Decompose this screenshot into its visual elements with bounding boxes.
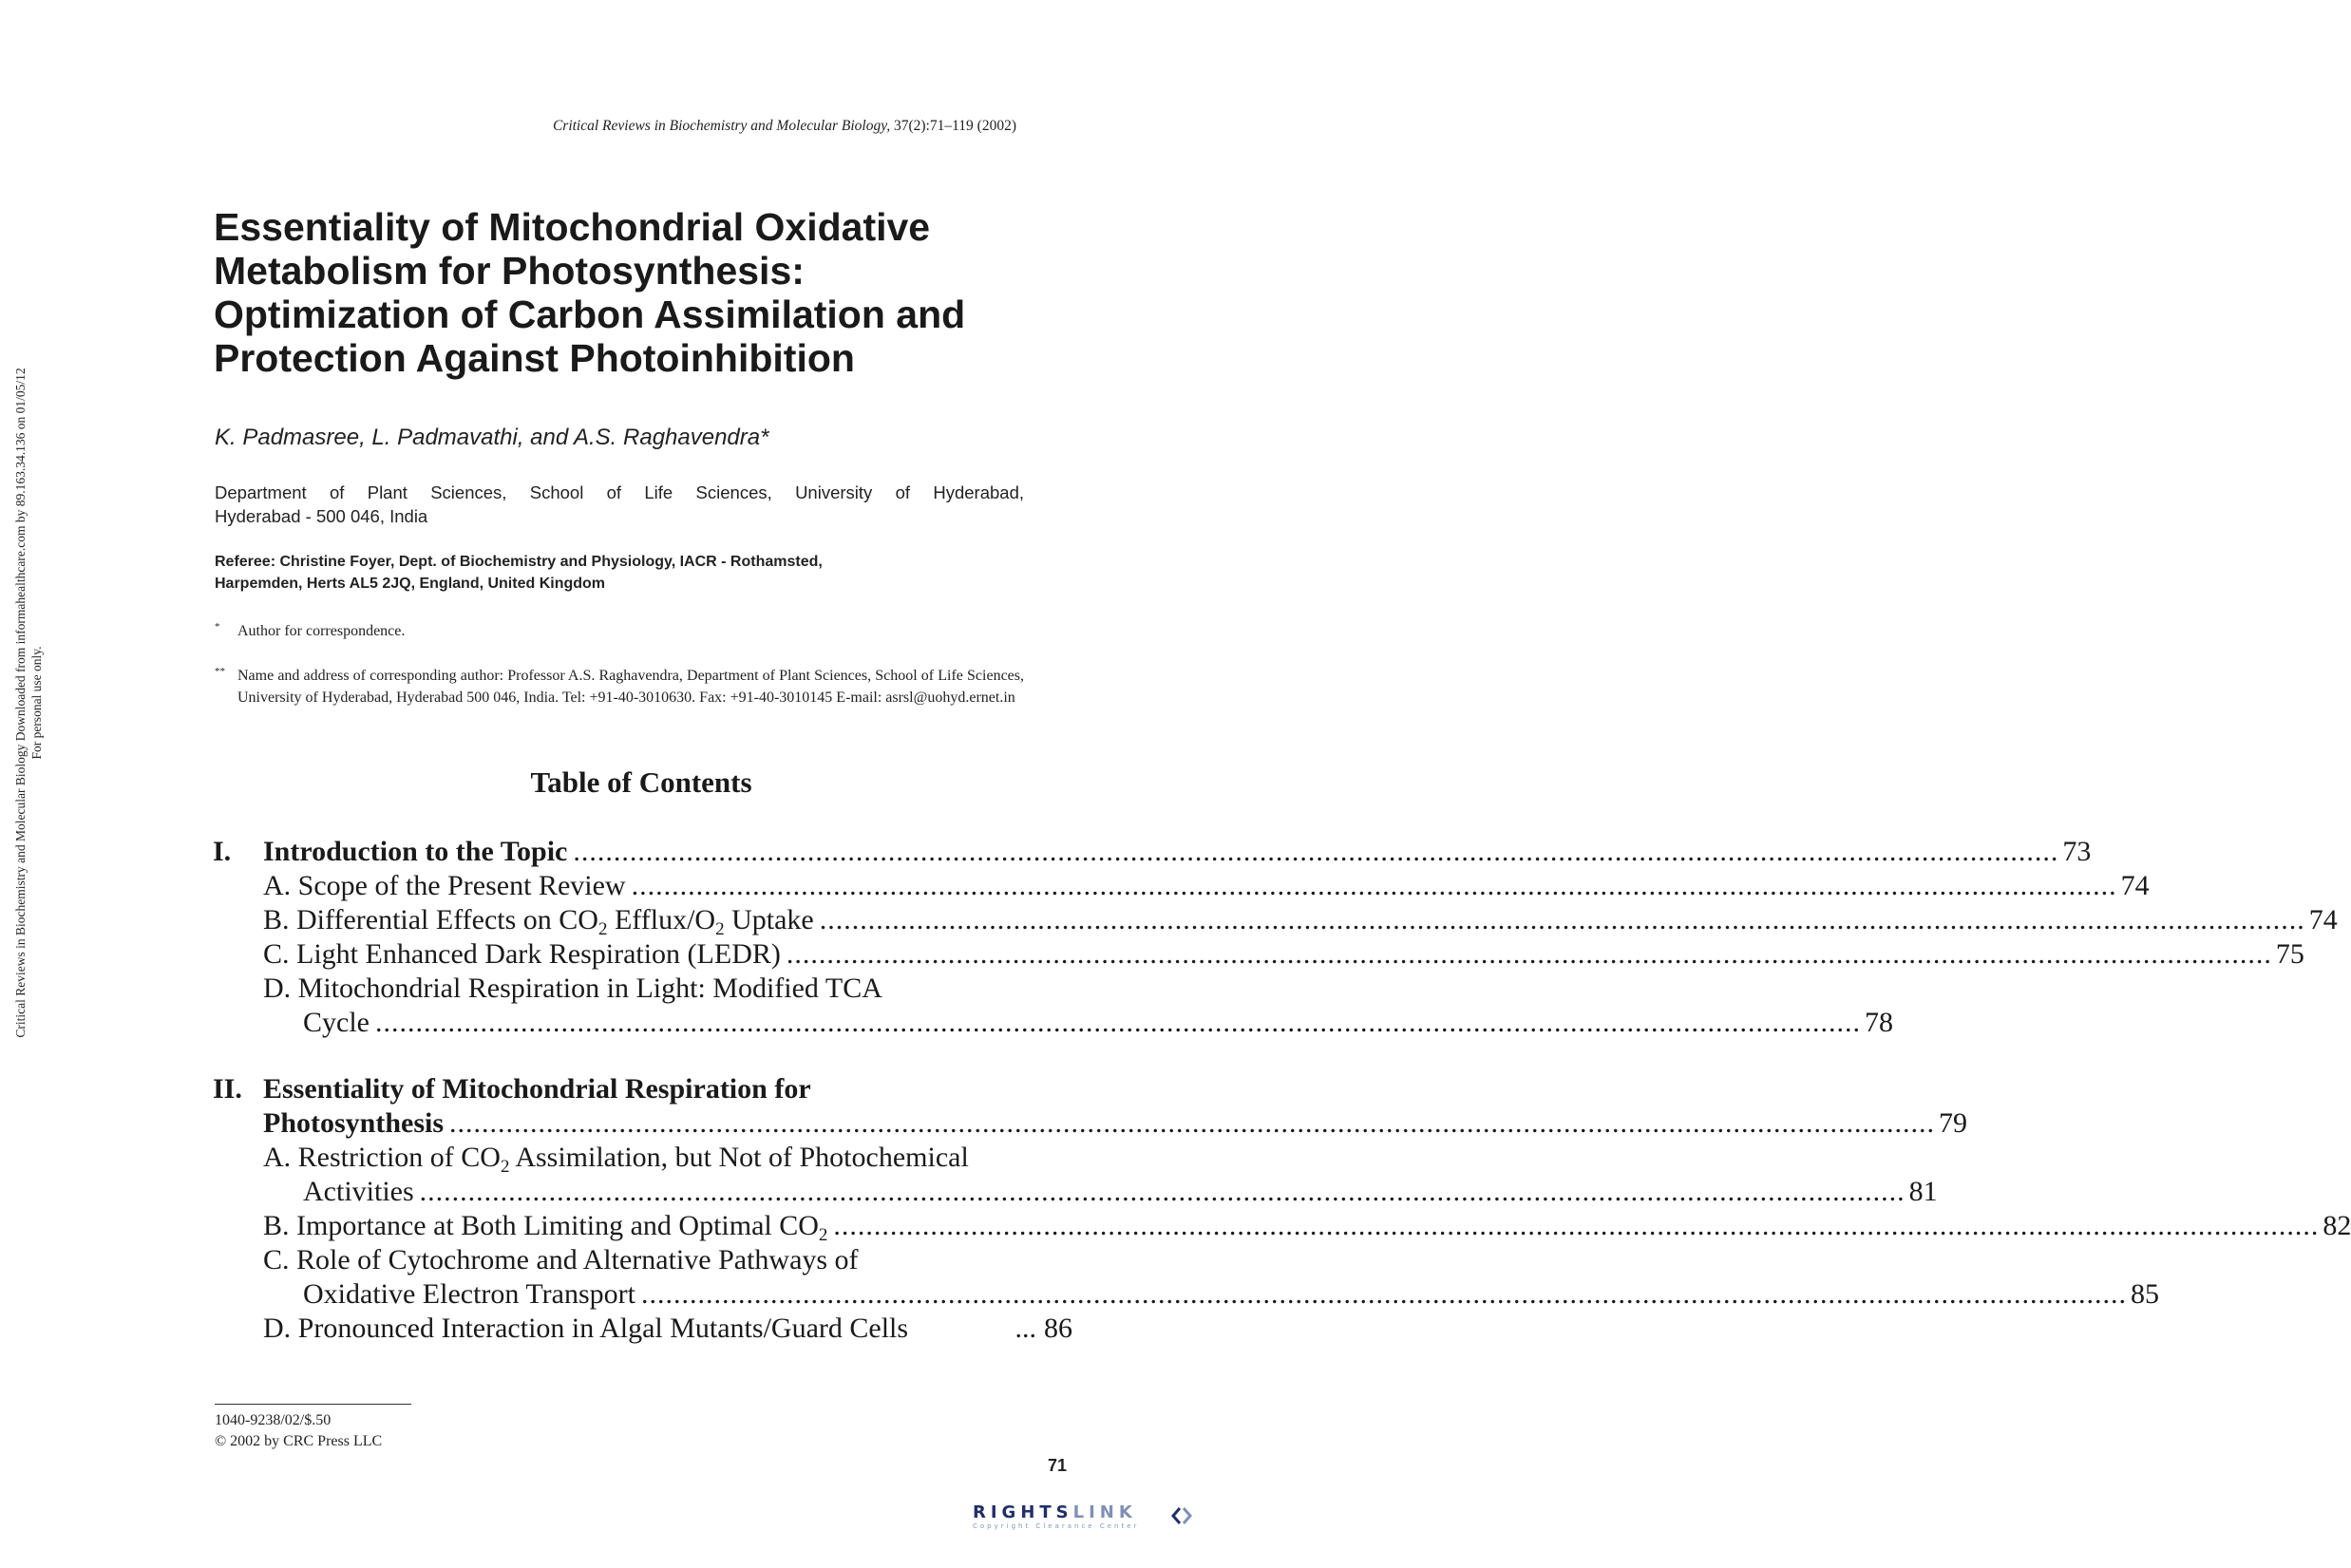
footnote-mark: *: [215, 621, 220, 633]
affiliation-line-2: Hyderabad - 500 046, India: [215, 506, 428, 526]
rightslink-chevron-icon: [1170, 1504, 1193, 1527]
toc-entry-title: [263, 904, 814, 939]
toc-entry-title: C. Role of Cytochrome and Alternative Pathways of: [263, 1244, 859, 1275]
download-notice: [12, 368, 45, 1037]
referee-line-2: Harpemden, Herts AL5 2JQ, England, United Kingdom: [215, 576, 606, 592]
toc-entry-title: [263, 1210, 828, 1245]
toc-entry-2d[interactable]: [213, 1313, 1072, 1349]
toc-entry-2a-line1[interactable]: [213, 1142, 1072, 1178]
toc-section-number: II.: [213, 1073, 242, 1105]
toc-leader-dots: ........................................................................................................................................................................................: [419, 1176, 1905, 1207]
toc-page-number: 73: [2062, 836, 2092, 867]
subscript: 2: [597, 919, 608, 939]
toc-page-number: 75: [2275, 938, 2304, 970]
toc-entry-section-2-line2[interactable]: [213, 1107, 1968, 1143]
copyright-notice: © 2002 by CRC Press LLC: [215, 1433, 383, 1449]
toc-entry-1d-line1[interactable]: [213, 973, 1072, 1009]
download-notice-line1: Critical Reviews in Biochemistry and Molecular Biology Downloaded from informahealthcare.com by 89.163.34.136 on 01/05/12: [13, 368, 28, 1038]
toc-page-number: 85: [2130, 1278, 2159, 1310]
toc-text-part: Efflux/O: [607, 904, 716, 935]
toc-page-number: 86: [1044, 1313, 1072, 1344]
footer-rule: [215, 1404, 411, 1405]
toc-page-number: 82: [2323, 1210, 2351, 1241]
toc-heading: Table of Contents: [530, 765, 752, 799]
toc-leader-dots: ........................................................................................................................................................................................: [819, 904, 2305, 935]
toc-page-number: 74: [2308, 904, 2338, 935]
page-number: 71: [1047, 1456, 1067, 1475]
toc-entry-title-continued: Activities: [303, 1176, 414, 1207]
toc-entry-title: D. Pronounced Interaction in Algal Mutants/Guard Cells: [263, 1313, 909, 1344]
title-line-3: Optimization of Carbon Assimilation and: [214, 293, 966, 336]
toc-entry-title: [263, 1142, 969, 1177]
rightslink-tagline: Copyright Clearance Center: [973, 1522, 1140, 1530]
toc-entry-title: D. Mitochondrial Respiration in Light: Modified TCA: [263, 973, 882, 1004]
toc-page-number: 74: [2120, 870, 2150, 901]
referee: [215, 551, 1032, 595]
toc-entry-1c[interactable]: [213, 938, 2304, 974]
subscript: 2: [500, 1157, 510, 1177]
toc-text-part: B. Importance at Both Limiting and Optimal CO: [263, 1210, 819, 1241]
toc-entry-title-continued: Cycle: [303, 1007, 370, 1038]
toc-page-number: 81: [1908, 1176, 1938, 1207]
download-notice-line2: For personal use only.: [29, 646, 44, 760]
toc-text-part: B. Differential Effects on CO: [263, 904, 598, 935]
toc-text-part: A. Restriction of CO: [263, 1142, 501, 1173]
article-title: [214, 205, 1012, 380]
toc-leader-dots: ...: [1014, 1313, 1036, 1344]
toc-entry-section-1[interactable]: [213, 836, 2092, 872]
rightslink-word-rights: RIGHTS: [973, 1502, 1073, 1522]
toc-entry-2a-line2[interactable]: [213, 1176, 1938, 1212]
referee-line-1: Referee: Christine Foyer, Dept. of Biochemistry and Physiology, IACR - Rothamsted,: [215, 554, 823, 570]
toc-page-number: 79: [1939, 1107, 1968, 1139]
toc-entry-2c-line1[interactable]: [213, 1244, 1072, 1280]
toc-leader-dots: ........................................................................................................................................................................................: [640, 1278, 2127, 1310]
toc-entry-1d-line2[interactable]: [213, 1007, 1893, 1043]
footnote-corresponding-author: [215, 665, 1024, 708]
subscript: 2: [715, 919, 725, 939]
toc-text-part: Assimilation, but Not of Photochemical: [509, 1142, 969, 1173]
toc-entry-title-continued: Oxidative Electron Transport: [303, 1278, 635, 1310]
journal-citation: 37(2):71–119 (2002): [893, 118, 1016, 134]
running-head: [553, 118, 1016, 135]
toc-leader-dots: ........................................................................................................................................................................................: [631, 870, 2117, 901]
journal-name: Critical Reviews in Biochemistry and Molecular Biology,: [552, 118, 891, 134]
rightslink-wordmark: [973, 1502, 1193, 1522]
download-notice-sidebar: [2, 247, 55, 1159]
toc-leader-dots: ........................................................................................................................................................................................: [374, 1007, 1861, 1038]
toc-entry-1b[interactable]: [213, 904, 2338, 940]
toc-page-number: 78: [1864, 1007, 1893, 1038]
rightslink-logo[interactable]: [973, 1502, 1193, 1540]
toc-entry-1a[interactable]: [213, 870, 2150, 906]
rightslink-word-link: LINK: [1072, 1502, 1137, 1522]
toc-leader-dots: ........................................................................................................................................................................................: [833, 1210, 2320, 1241]
toc-leader-dots: ........................................................................................................................................................................................: [573, 836, 2059, 867]
footer-copyright-block: [215, 1410, 382, 1452]
toc-text-part: Uptake: [724, 904, 814, 935]
toc-entry-2b[interactable]: [213, 1210, 2351, 1246]
title-line-4: Protection Against Photoinhibition: [214, 336, 855, 380]
footnote-text: Name and address of corresponding author: Professor A.S. Raghavendra, Department of Plant Sciences, School of Life Sciences, University of Hyderabad, Hyderabad 500 046, India. Tel: +91-40-3010630. Fax: +91-40-3010145 E-mail: asrsl@uohyd.ernet.in: [237, 668, 1024, 706]
subscript: 2: [818, 1225, 828, 1245]
toc-section-number: I.: [213, 836, 232, 867]
issn-code: 1040-9238/02/$.50: [215, 1412, 332, 1428]
affiliation-line-1: Department of Plant Sciences, School of Life Sciences, University of Hyderabad,: [215, 482, 1024, 502]
title-line-1: Essentiality of Mitochondrial Oxidative: [214, 205, 931, 249]
footnote-correspondence: [215, 620, 1024, 642]
toc-entry-title-continued: Photosynthesis: [263, 1107, 445, 1139]
footnote-text: Author for correspondence.: [237, 623, 406, 639]
toc-entry-title: Essentiality of Mitochondrial Respiration for: [263, 1073, 811, 1105]
toc-entry-title: C. Light Enhanced Dark Respiration (LEDR): [263, 938, 781, 970]
toc-leader-dots: ........................................................................................................................................................................................: [449, 1107, 1936, 1139]
affiliation: [215, 481, 1024, 528]
authors: K. Padmasree, L. Padmavathi, and A.S. Raghavendra*: [215, 425, 769, 450]
title-line-2: Metabolism for Photosynthesis:: [214, 249, 805, 293]
toc-entry-title: Introduction to the Topic: [263, 836, 568, 867]
toc-entry-section-2-line1[interactable]: [213, 1073, 1072, 1109]
toc-entry-2c-line2[interactable]: [213, 1278, 2159, 1314]
footnote-mark: **: [215, 666, 225, 677]
toc-entry-title: A. Scope of the Present Review: [263, 870, 626, 901]
toc-leader-dots: ........................................................................................................................................................................................: [786, 938, 2272, 970]
